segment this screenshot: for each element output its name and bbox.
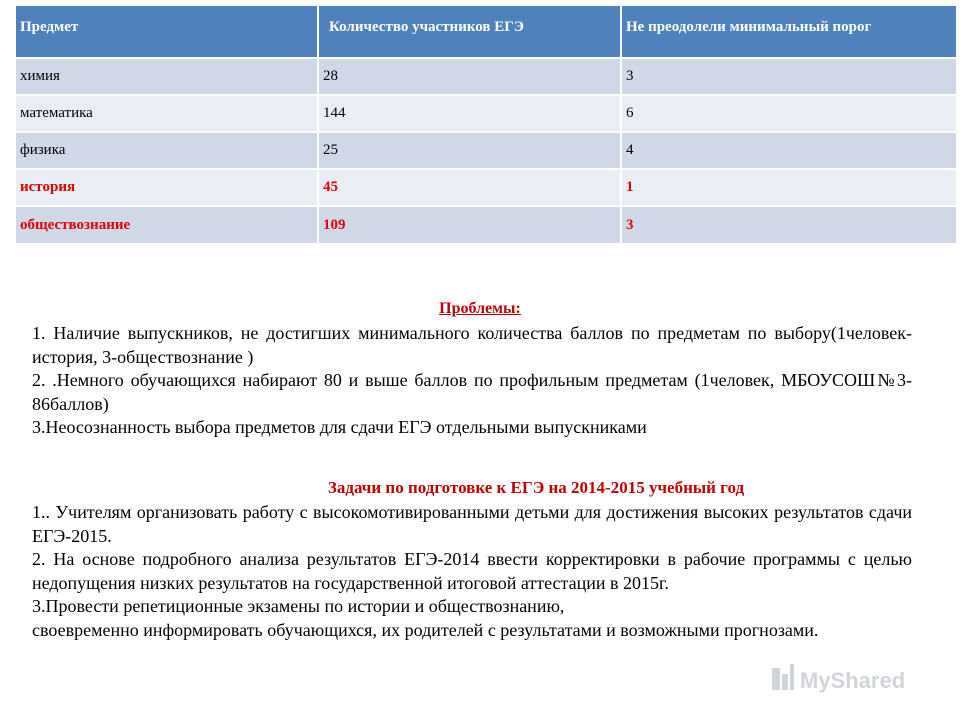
cell-participants: 28 [318,58,621,95]
cell-failed: 3 [621,58,956,95]
cell-subject: обществознание [16,206,318,243]
tasks-list [32,501,912,642]
cell-participants: 25 [318,132,621,169]
problem-item: 1. Наличие выпускников, не достигших минимального количества баллов по предметам по выбору(1человек- история, 3-обществознание ) [32,323,912,367]
table-row-highlighted [16,169,956,206]
cell-failed: 1 [621,169,956,206]
watermark-logo [770,662,920,696]
watermark-text: MyShared [800,668,906,693]
cell-failed: 6 [621,95,956,132]
problem-item: 2. .Немного обучающихся набирают 80 и выше баллов по профильным предметам (1человек, МБОУСОШ№3-86баллов) [32,370,912,414]
cell-subject: математика [16,95,318,132]
table-header-row [16,6,956,58]
table-row-highlighted [16,206,956,243]
header-failed: Не преодолели минимальный порог [621,6,956,58]
cell-participants: 109 [318,206,621,243]
cell-failed: 3 [621,206,956,243]
header-participants: Количество участников ЕГЭ [318,6,621,58]
table-row [16,95,956,132]
cell-subject: физика [16,132,318,169]
tasks-title: Задачи по подготовке к ЕГЭ на 2014-2015 учебный год [327,478,745,497]
table-row [16,132,956,169]
problems-title: Проблемы: [439,300,521,317]
task-item: 3.Провести репетиционные экзамены по истории и обществознанию, [32,596,565,616]
header-subject: Предмет [16,6,318,58]
problems-list [32,322,912,440]
cell-subject: история [16,169,318,206]
task-item: 1.. Учителям организовать работу с высокомотивированными детьми для достижения высоких результатов сдачи ЕГЭ-2015. [32,502,912,546]
watermark-icon [772,664,794,690]
table-row [16,58,956,95]
task-item: своевременно информировать обучающихся, их родителей с результатами и возможными прогнозами. [32,619,819,640]
problem-item: 3.Неосознанность выбора предметов для сдачи ЕГЭ отдельными выпускниками [32,417,647,437]
results-table [16,6,956,243]
cell-participants: 45 [318,169,621,206]
cell-subject: химия [16,58,318,95]
cell-participants: 144 [318,95,621,132]
cell-failed: 4 [621,132,956,169]
task-item: 2. На основе подробного анализа результатов ЕГЭ-2014 ввести корректировки в рабочие программы с целью недопущения низких результатов на государственной итоговой аттестации в 2015г. [32,549,912,593]
